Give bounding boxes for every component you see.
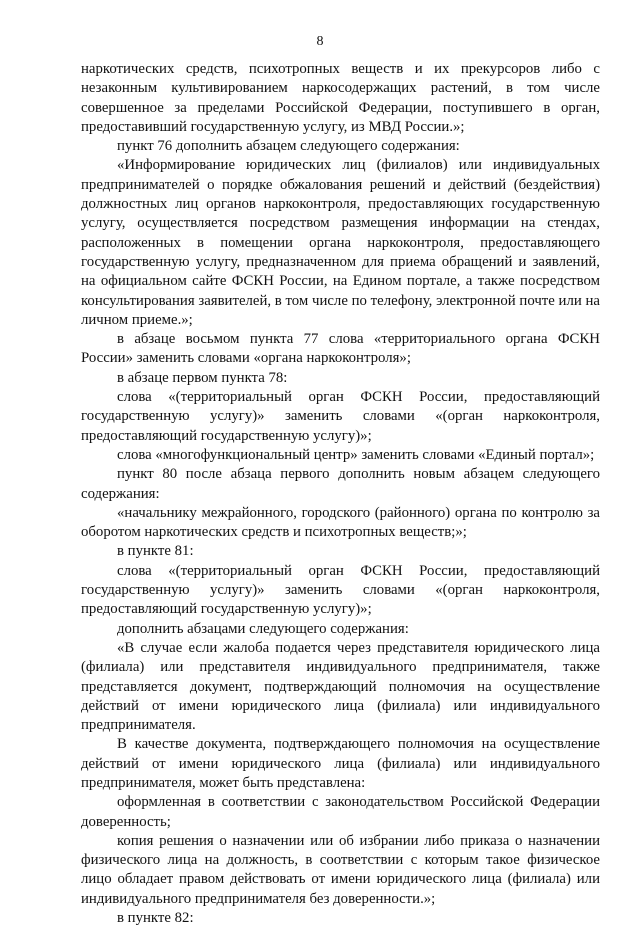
paragraph: пункт 80 после абзаца первого дополнить новым абзацем следующего содержания: [81,466,600,502]
page-number: 8 [316,34,324,49]
paragraph: копия решения о назначении или об избрании либо приказа о назначении физического лица на должность, в соответствии с которым такое физическое лицо обладает правом действовать от имени юридического лица (филиала) или индивидуального предпринимателя без доверенности.»; [81,832,600,907]
paragraph-continuation: наркотических средств, психотропных веществ и их прекурсоров либо с незаконным культивированием наркосодержащих растений, в том числе совершенное за пределами Российской Федерации, поступившего в орган, предоставивший государственную услугу, из МВД России.»; [81,61,600,135]
paragraph: в пункте 82: [117,910,194,927]
paragraph: В качестве документа, подтверждающего полномочия на осуществление действий от имени юридического лица (филиала) или индивидуального предпринимателя, может быть представлена: [81,736,600,791]
paragraph: оформленная в соответствии с законодательством Российской Федерации доверенность; [81,794,600,830]
paragraph: «В случае если жалоба подается через представителя юридического лица (филиала) или представителя индивидуального предпринимателя, также представляется документ, подтверждающий полномочия на осуществление действий от имени юридического лица (филиала) или индивидуального предпринимателя. [81,639,600,734]
paragraph: «Информирование юридических лиц (филиалов) или индивидуальных предпринимателей о порядке обжалования решений и действий (бездействия) должностных лиц органов наркоконтроля, предоставляющих государственную услугу, осуществляется посредством размещения информации на стендах, расположенных в помещении органа наркоконтроля, предоставляющего государственную услугу, предназначенном для приема обращений и заявлений, на официальном сайте ФСКН России, на Едином портале, а также посредством консультирования заявителей, в том числе по телефону, электронной почте или на личном приеме.»; [81,157,600,328]
paragraph: в абзаце восьмом пункта 77 слова «территориального органа ФСКН России» заменить словами «органа наркоконтроля»; [81,331,600,367]
paragraph: «начальнику межрайонного, городского (районного) органа по контролю за оборотом наркотических средств и психотропных веществ;»; [81,504,600,541]
paragraph: в пункте 81: [117,543,194,560]
paragraph: слова «(территориальный орган ФСКН России, предоставляющий государственную услугу)» заменить словами «(орган наркоконтроля, предоставляющий государственную услугу)»; [81,562,600,618]
paragraph: слова «(территориальный орган ФСКН России, предоставляющий государственную услугу)» заменить словами «(орган наркоконтроля, предоставляющий государственную услугу)»; [81,389,600,444]
paragraph: слова «многофункциональный центр» заменить словами «Единый портал»; [117,446,595,463]
document-body [81,60,600,928]
paragraph: в абзаце первом пункта 78: [117,369,288,386]
paragraph: пункт 76 дополнить абзацем следующего содержания: [117,138,460,155]
paragraph: дополнить абзацами следующего содержания: [117,620,409,637]
